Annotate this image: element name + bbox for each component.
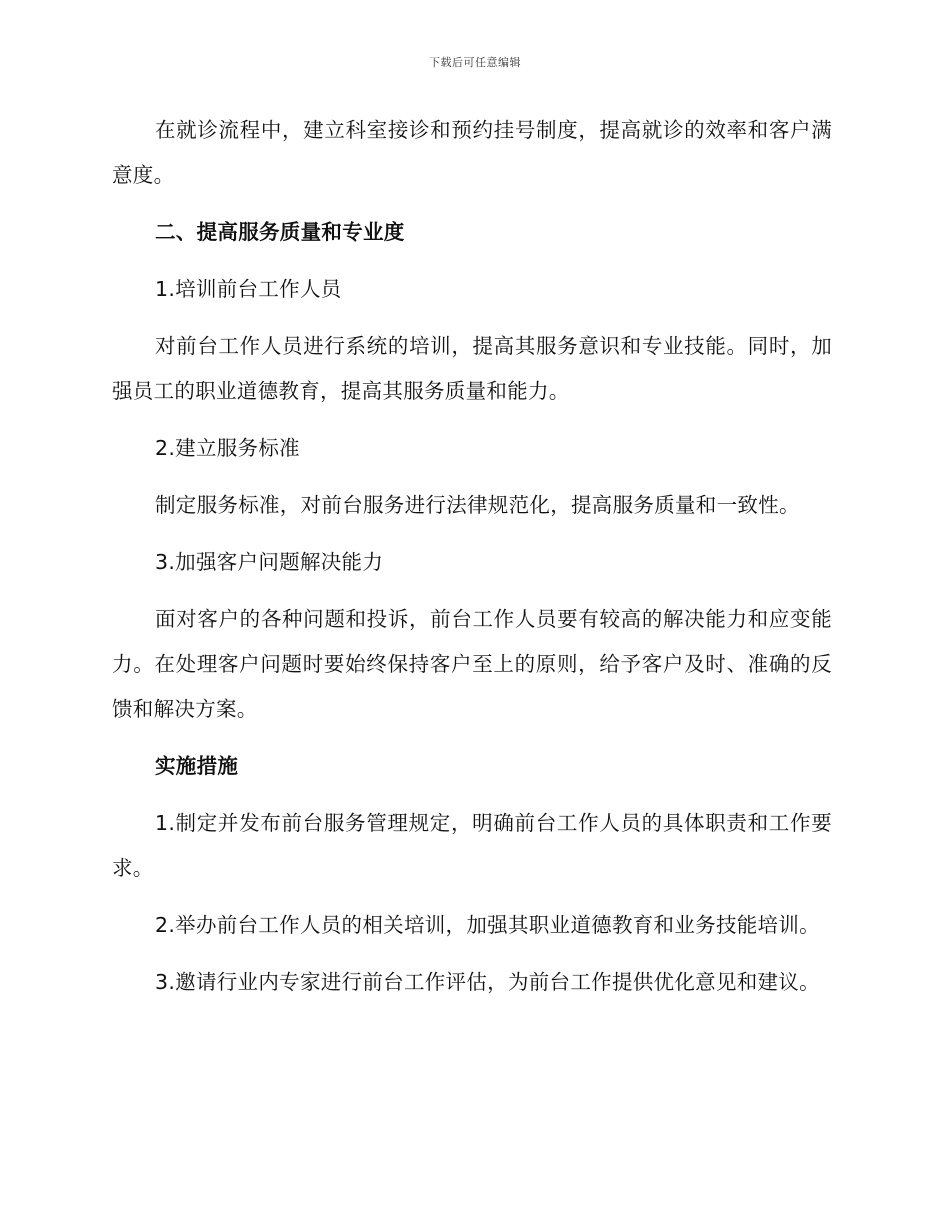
measure-item-2: 2.举办前台工作人员的相关培训，加强其职业道德教育和业务技能培训。 — [155, 913, 820, 937]
paragraph-visit-process: 在就诊流程中，建立科室接诊和预约挂号制度，提高就诊的效率和客户满意度。 — [112, 118, 832, 187]
item-heading-standards: 2.建立服务标准 — [155, 436, 300, 460]
measure-item-3: 3.邀请行业内专家进行前台工作评估，为前台工作提供优化意见和建议。 — [155, 970, 820, 994]
measure-item-1: 1.制定并发布前台服务管理规定，明确前台工作人员的具体职责和工作要求。 — [112, 811, 832, 880]
paragraph-training: 对前台工作人员进行系统的培训，提高其服务意识和专业技能。同时，加强员工的职业道德教育，提高其服务质量和能力。 — [112, 334, 832, 403]
header-note: 下载后可任意编辑 — [429, 56, 521, 69]
paragraph-standards: 制定服务标准，对前台服务进行法律规范化，提高服务质量和一致性。 — [155, 493, 800, 517]
section-heading-service-quality: 二、提高服务质量和专业度 — [155, 220, 405, 244]
document-body — [112, 108, 832, 1017]
item-heading-training: 1.培训前台工作人员 — [155, 277, 342, 301]
paragraph-problem-solving: 面对客户的各种问题和投诉，前台工作人员要有较高的解决能力和应变能力。在处理客户问题时要始终保持客户至上的原则，给予客户及时、准确的反馈和解决方案。 — [112, 607, 832, 721]
section-heading-measures: 实施措施 — [155, 754, 239, 778]
item-heading-problem-solving: 3.加强客户问题解决能力 — [155, 550, 384, 574]
